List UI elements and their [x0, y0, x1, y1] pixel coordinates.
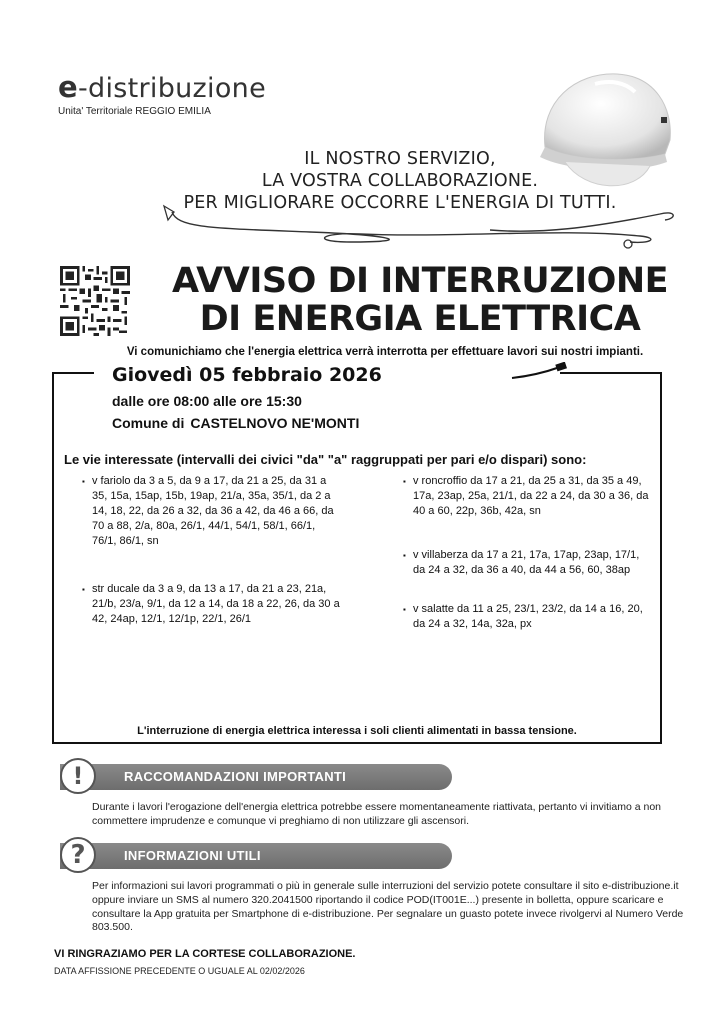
bullet: ▪: [403, 605, 406, 614]
e-distribuzione-logo: [58, 70, 266, 104]
plug-cord-icon: [510, 362, 570, 382]
slogan-line-3: PER MIGLIORARE OCCORRE L'ENERGIA DI TUTTI.: [183, 193, 617, 213]
interruption-time: dalle ore 08:00 alle ore 15:30: [112, 393, 302, 409]
street-text: str ducale da 3 a 9, da 13 a 17, da 21 a 23, 21a, 21/b, 23/a, 9/1, da 12 a 14, da 18 a 22, 26, da 30 a 42, 24ap, 12/1, 12/1p, 22/1, 26/1: [92, 583, 340, 625]
street-text: v roncroffio da 17 a 21, da 25 a 31, da 35 a 49, 17a, 23ap, 25a, 21/1, da 22 a 24, da 30 a 36, da 40 a 60, 22p, 36b, 42a, sn: [413, 475, 649, 517]
useful-info-header: INFORMAZIONI UTILI: [60, 843, 452, 869]
slogan-line-1: IL NOSTRO SERVIZIO,: [304, 149, 496, 169]
posting-date: DATA AFFISSIONE PRECEDENTE O UGUALE AL 02/02/2026: [54, 966, 305, 976]
street-item: [403, 602, 653, 632]
intro-text: Vi comunichiamo che l'energia elettrica verrà interrotta per effettuare lavori sui nostri impianti.: [126, 346, 644, 358]
bullet: ▪: [403, 477, 406, 486]
thanks-text: VI RINGRAZIAMO PER LA CORTESE COLLABORAZIONE.: [54, 948, 356, 960]
street-item: [82, 582, 342, 627]
street-text: v villaberza da 17 a 21, 17a, 17ap, 23ap, 17/1, da 24 a 32, da 36 a 40, da 44 a 56, 60, 38ap: [413, 549, 640, 576]
notice-title-line-2: DI ENERGIA ELETTRICA: [199, 299, 641, 339]
bullet: ▪: [82, 585, 85, 594]
qr-code: [60, 266, 130, 336]
slogan-line-2: LA VOSTRA COLLABORAZIONE.: [261, 171, 539, 191]
power-cable-decoration: [160, 198, 680, 250]
exclamation-icon: !: [60, 758, 96, 794]
comune: [112, 415, 359, 431]
street-item: [403, 474, 653, 519]
low-voltage-note: L'interruzione di energia elettrica interessa i soli clienti alimentati in bassa tensione.: [137, 725, 577, 737]
notice-title: [140, 262, 700, 338]
useful-info-text: Per informazioni sui lavori programmati o più in generale sulle interruzioni del servizio potete consultare il sito e-distribuzione.it oppure inviare un SMS al numero 320.2041500 riportando il codice POD(IT001E...) presente in bolletta, oppure scaricare e consultare la App gratuita per Smartphone di e-distribuzione. Per segnalare un guasto potete invece rivolgervi al Numero Verde 803.500.: [92, 880, 684, 934]
street-item: [403, 548, 653, 578]
interruption-date: Giovedì 05 febbraio 2026: [112, 364, 382, 386]
frame-top-left-border: [52, 372, 94, 374]
frame-top-right-border: [560, 372, 662, 374]
recommendations-text: Durante i lavori l'erogazione dell'energia elettrica potrebbe essere momentaneamente riattivata, pertanto vi invitiamo a non commettere imprudenze e comunque vi preghiamo di non utilizzare gli ascensori.: [92, 801, 661, 827]
question-mark-icon: ?: [60, 837, 96, 873]
bullet: ▪: [403, 551, 406, 560]
territorial-unit: Unita' Territoriale REGGIO EMILIA: [58, 106, 211, 117]
comune-name: CASTELNOVO NE'MONTI: [190, 415, 360, 431]
bullet: ▪: [82, 477, 85, 486]
street-item: [82, 474, 342, 549]
recommendations-header: RACCOMANDAZIONI IMPORTANTI: [60, 764, 452, 790]
logo-text: -distribuzione: [77, 73, 266, 104]
notice-title-line-1: AVVISO DI INTERRUZIONE: [171, 261, 669, 301]
street-text: v fariolo da 3 a 5, da 9 a 17, da 21 a 25, da 31 a 35, 15a, 15ap, 15b, 19ap, 21/a, 35a, 35/1, da 2 a 14, 18, 22, da 26 a 32, da 36 a 42, da 46 a 66, da 70 a 88, 2/a, 80a, 26/1, 44/1, 54/1, 58/1, 66/1, 76/1, 86/1, sn: [92, 475, 334, 547]
logo-e: e: [58, 70, 78, 104]
comune-label: Comune di: [112, 415, 185, 431]
street-text: v salatte da 11 a 25, 23/1, 23/2, da 14 a 16, 20, da 24 a 32, 14a, 32a, px: [413, 603, 643, 630]
streets-heading: Le vie interessate (intervalli dei civici "da" "a" raggruppati per pari e/o dispari) sono:: [64, 452, 587, 467]
